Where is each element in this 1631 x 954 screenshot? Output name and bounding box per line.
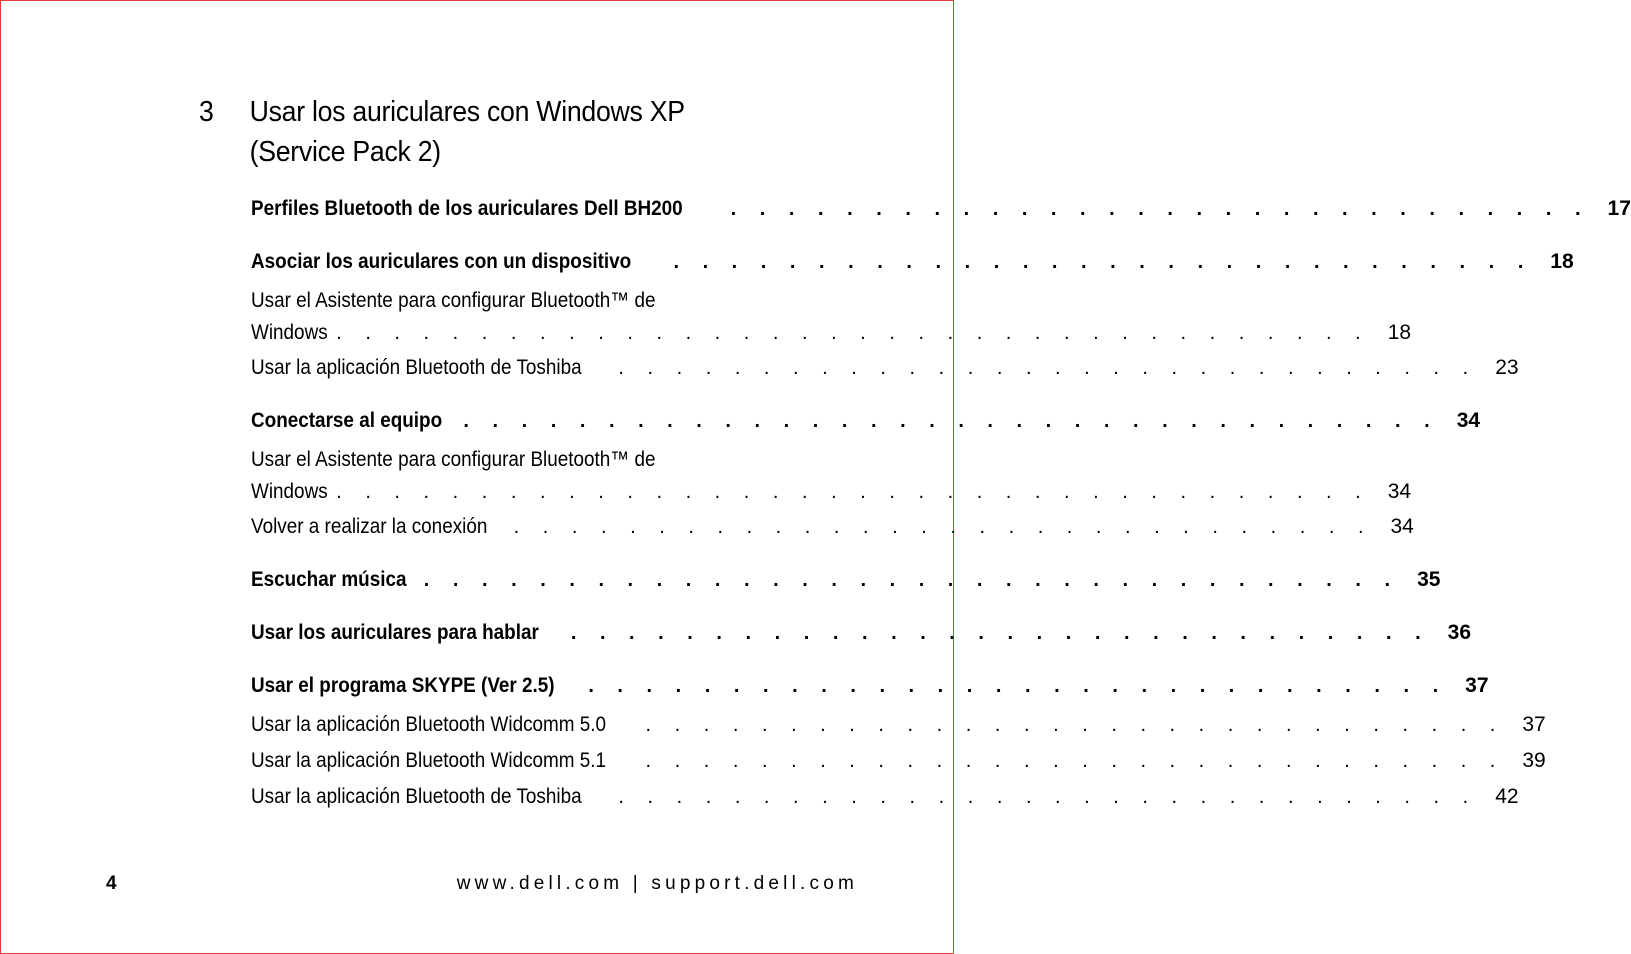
toc-entry-page: 34 (1387, 480, 1412, 503)
toc-entry-label: Windows (251, 321, 328, 344)
toc-entry[interactable] (251, 514, 1414, 540)
toc-entry-label: Asociar los auriculares con un dispositivo (251, 250, 632, 273)
toc-entry-page: 42 (1495, 785, 1519, 808)
dot-leader: . . . . . . . . . . . . . . . . . . . . . . . . . . . . . . (570, 622, 1430, 644)
toc-entry-page: 37 (1465, 674, 1489, 697)
toc-entry-label: Usar la aplicación Bluetooth Widcomm 5.0 (251, 713, 607, 736)
dot-leader: . . . . . . . . . . . . . . . . . . . . . . . . . . . . . . (673, 251, 1533, 273)
toc-entry-label-line1: Usar el Asistente para configurar Bluetooth™ de (251, 289, 656, 312)
toc-entry-page: 37 (1522, 713, 1546, 736)
dot-leader: . . . . . . . . . . . . . . . . . . . . . . . . . . . . . . (618, 357, 1478, 379)
dot-leader: . . . . . . . . . . . . . . . . . . . . . . . . . . . . . . . . . . (423, 569, 1400, 591)
toc-entry[interactable] (251, 620, 1472, 646)
chapter-title: Usar los auriculares con Windows XP (Service Pack 2) (249, 96, 685, 168)
toc-entry-label: Perfiles Bluetooth de los auriculares Dell BH200 (251, 197, 683, 220)
toc-entry-page: 34 (1456, 409, 1481, 432)
toc-entry-label: Escuchar música (251, 568, 407, 591)
toc-entry-page: 17 (1607, 197, 1631, 220)
toc-entry-page: 23 (1495, 356, 1519, 379)
toc-entry-label-line1: Usar el Asistente para configurar Bluetooth™ de (251, 448, 656, 471)
footer-url-link[interactable]: www.dell.com | support.dell.com (456, 873, 858, 894)
toc-entry[interactable] (251, 288, 1412, 346)
dot-leader: . . . . . . . . . . . . . . . . . . . . . . . . . . . . . . . . . . (463, 410, 1439, 432)
toc-entry[interactable] (251, 712, 1546, 738)
toc-entry-page: 18 (1550, 250, 1574, 273)
toc-entry[interactable] (251, 673, 1489, 699)
toc-entry-label: Usar la aplicación Bluetooth de Toshiba (251, 785, 582, 808)
toc-entry-label: Usar los auriculares para hablar (251, 621, 539, 644)
toc-entry-page: 18 (1387, 321, 1412, 344)
dot-leader: . . . . . . . . . . . . . . . . . . . . . . . . . . . . . . (645, 750, 1505, 772)
toc-entry-page: 39 (1522, 749, 1546, 772)
chapter-heading (199, 92, 765, 172)
toc-entry-label: Volver a realizar la conexión (251, 515, 488, 538)
toc-entry[interactable] (251, 748, 1546, 774)
dot-leader: . . . . . . . . . . . . . . . . . . . . . . . . . . . . . . (730, 198, 1590, 220)
dot-leader: . . . . . . . . . . . . . . . . . . . . . . . . . . . . . . (588, 675, 1448, 697)
toc-entry[interactable] (251, 196, 1631, 222)
footer-page-number: 4 (106, 873, 117, 894)
toc-entry-label: Usar la aplicación Bluetooth Widcomm 5.1 (251, 749, 607, 772)
dot-leader: . . . . . . . . . . . . . . . . . . . . . . . . . . . . . . (645, 714, 1505, 736)
dot-leader: . . . . . . . . . . . . . . . . . . . . . . . . . . . . . . . . . . . . (336, 481, 1370, 503)
toc-entry-label: Windows (251, 480, 328, 503)
toc-entry-page: 35 (1417, 568, 1441, 591)
toc-entry[interactable] (251, 355, 1519, 381)
toc-entry-page: 34 (1390, 515, 1414, 538)
toc-entry-page: 36 (1447, 621, 1472, 644)
chapter-number: 3 (199, 96, 214, 128)
toc-entry[interactable] (251, 567, 1441, 593)
toc-entry[interactable] (251, 408, 1481, 434)
toc-entry[interactable] (251, 784, 1519, 810)
dot-leader: . . . . . . . . . . . . . . . . . . . . . . . . . . . . . . (513, 516, 1373, 538)
toc-entry[interactable] (251, 447, 1412, 505)
toc-entry[interactable] (251, 249, 1574, 275)
dot-leader: . . . . . . . . . . . . . . . . . . . . . . . . . . . . . . (618, 786, 1478, 808)
toc-entry-label: Usar el programa SKYPE (Ver 2.5) (251, 674, 555, 697)
toc-entry-label: Conectarse al equipo (251, 409, 443, 432)
toc-entry-label: Usar la aplicación Bluetooth de Toshiba (251, 356, 582, 379)
dot-leader: . . . . . . . . . . . . . . . . . . . . . . . . . . . . . . . . . . . . (336, 322, 1370, 344)
